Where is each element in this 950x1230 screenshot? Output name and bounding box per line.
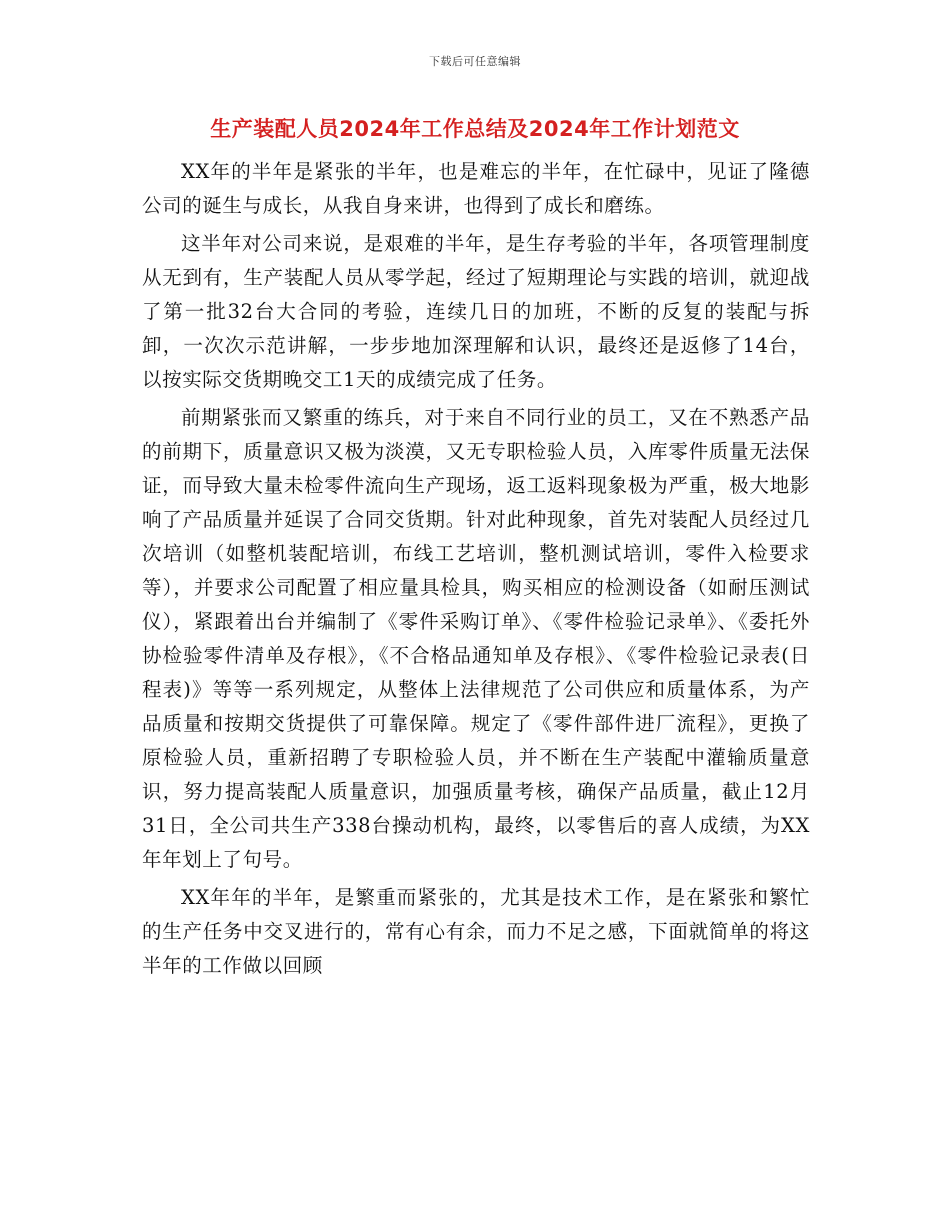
- paragraph-3: 前期紧张而又繁重的练兵，对于来自不同行业的员工，又在不熟悉产品的前期下，质量意识又极为淡漠，又无专职检验人员，入库零件质量无法保证，而导致大量未检零件流向生产现场，返工返料现象极为严重，极大地影响了产品质量并延误了合同交货期。针对此种现象，首先对装配人员经过几次培训（如整机装配培训，布线工艺培训，整机测试培训，零件入检要求等），并要求公司配置了相应量具检具，购买相应的检测设备（如耐压测试仪），紧跟着出台并编制了《零件采购订单》、《零件检验记录单》、《委托外协检验零件清单及存根》，《不合格品通知单及存根》、《零件检验记录表(日程表)》等等一系列规定，从整体上法律规范了公司供应和质量体系，为产品质量和按期交货提供了可靠保障。规定了《零件部件进厂流程》，更换了原检验人员，重新招聘了专职检验人员，并不断在生产装配中灌输质量意识，努力提高装配人质量意识，加强质量考核，确保产品质量，截止12月31日，全公司共生产338台操动机构，最终，以零售后的喜人成绩，为XX年年划上了句号。: [142, 406, 810, 871]
- header-note: 下载后可任意编辑: [429, 55, 521, 68]
- paragraph-2: 这半年对公司来说，是艰难的半年，是生存考验的半年，各项管理制度从无到有，生产装配人员从零学起，经过了短期理论与实践的培训，就迎战了第一批32台大合同的考验，连续几日的加班，不断的反复的装配与拆卸，一次次示范讲解，一步步地加深理解和认识，最终还是返修了14台，以按实际交货期晚交工1天的成绩完成了任务。: [142, 232, 810, 391]
- paragraph-4: XX年年的半年，是繁重而紧张的，尤其是技术工作，是在紧张和繁忙的生产任务中交叉进行的，常有心有余，而力不足之感，下面就简单的将这半年的工作做以回顾: [142, 886, 810, 977]
- document-title: 生产装配人员2024年工作总结及2024年工作计划范文: [210, 117, 740, 141]
- paragraph-1: XX年的半年是紧张的半年，也是难忘的半年，在忙碌中，见证了隆德公司的诞生与成长，从我自身来讲，也得到了成长和磨练。: [142, 160, 810, 217]
- document-body: [142, 155, 810, 987]
